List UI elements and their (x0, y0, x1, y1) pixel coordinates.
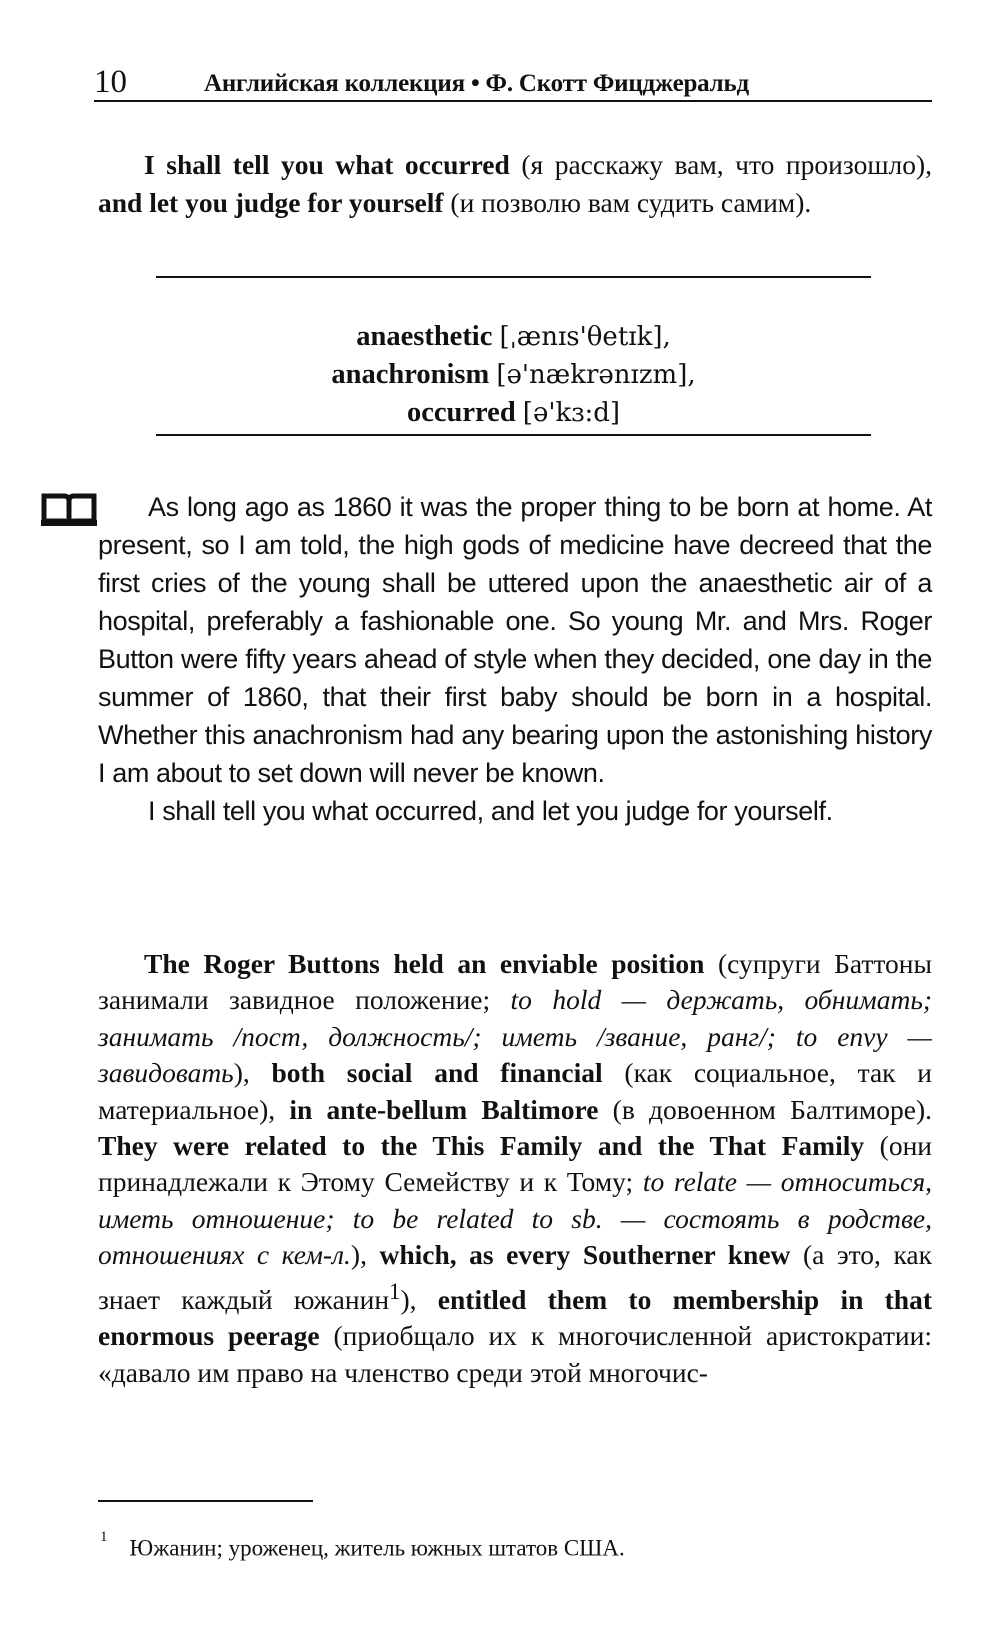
annotated-bold: They were related to the This Family and the That Family (98, 1130, 865, 1162)
footnote-text: Южанин; уроженец, житель южных штатов США. (129, 1535, 625, 1561)
phonetic-transcription: [ə'kɜ:d] (522, 398, 621, 428)
phonetic-line (156, 394, 871, 432)
original-text (98, 488, 932, 830)
annotated-gloss: (как социальное, так и материальное), (98, 1057, 932, 1125)
phonetic-transcription: [ə'nækrənɪzm], (496, 360, 696, 390)
annotated-gloss: (в довоенном Балтиморе). (598, 1093, 932, 1125)
intro-paragraph (98, 146, 932, 221)
intro-text-2: (и позволю вам судить самим). (443, 186, 812, 218)
separator-rule-top (156, 276, 871, 278)
header-rule (94, 100, 932, 102)
open-book-icon (40, 490, 98, 530)
annotated-gloss: (приобщало их к многочисленной аристократии: «давало им право на членство среди этой многочис- (98, 1320, 932, 1388)
annotated-gloss: ), (233, 1057, 272, 1089)
footnote (100, 1528, 930, 1564)
phonetic-line (156, 318, 871, 356)
annotated-bold: entitled them to membership in that enormous peerage (98, 1283, 932, 1352)
running-title: Английская коллекция • Ф. Скотт Фицджеральд (204, 70, 749, 97)
phonetic-word: anaesthetic (356, 321, 493, 352)
separator-rule-bottom (156, 434, 871, 436)
annotated-bold: both social and financial (271, 1057, 603, 1089)
annotated-bold: in ante-bellum Baltimore (289, 1093, 599, 1125)
original-paragraph-2: I shall tell you what occurred, and let you judge for yourself. (148, 796, 833, 826)
footnote-reference: 1 (389, 1278, 401, 1304)
page-number: 10 (94, 64, 127, 100)
running-header (94, 58, 932, 102)
original-paragraph-1: As long ago as 1860 it was the proper thing to be born at home. At present, so I am told, the high gods of medicine have decreed that the first cries of the young shall be uttered upon the anaesthetic air of a hospital, preferably a fashionable one. So young Mr. and Mrs. Roger Button were fifty years ahead of style when they decided, one day in the summer of 1860, that their first baby should be born in a hospital. Whether this anachronism had any bearing upon the astonishing history I am about to set down will never be known. (98, 492, 932, 788)
annotated-gloss: ), (350, 1239, 380, 1271)
intro-bold-2: and let you judge for yourself (98, 186, 444, 218)
intro-bold-1: I shall tell you what occurred (144, 149, 510, 180)
annotated-paragraph (98, 946, 932, 1391)
annotated-gloss: (супруги Баттоны занимали завидное положение; (98, 948, 932, 1016)
annotated-gloss: (а это, как знает каждый южанин (98, 1239, 932, 1315)
footnote-marker: 1 (100, 1529, 108, 1545)
phonetic-line (156, 356, 871, 394)
phonetic-word: anachronism (331, 359, 490, 390)
annotated-bold: The Roger Buttons held an enviable position (144, 948, 705, 979)
annotated-gloss: (они принадлежали к Этому Семейству и к Тому; (98, 1130, 933, 1198)
annotated-bold: which, as every Southerner knew (379, 1239, 791, 1271)
footnote-rule (98, 1500, 313, 1502)
phonetic-word: occurred (406, 397, 516, 428)
annotated-gloss: ), (400, 1283, 438, 1315)
phonetics-block (156, 318, 871, 432)
annotated-italic: to hold — держать, обнимать; занимать /пост, должность/; иметь /звание, ранг/; to envy — завидовать (98, 984, 932, 1089)
annotated-italic: to relate — относиться, иметь отношение; to be related to sb. — состоять в родстве, отношениях с кем-л. (98, 1166, 932, 1271)
phonetic-transcription: [ˌænɪs'θetɪk], (499, 322, 671, 352)
intro-text-1: (я расскажу вам, что произошло), (509, 149, 932, 180)
